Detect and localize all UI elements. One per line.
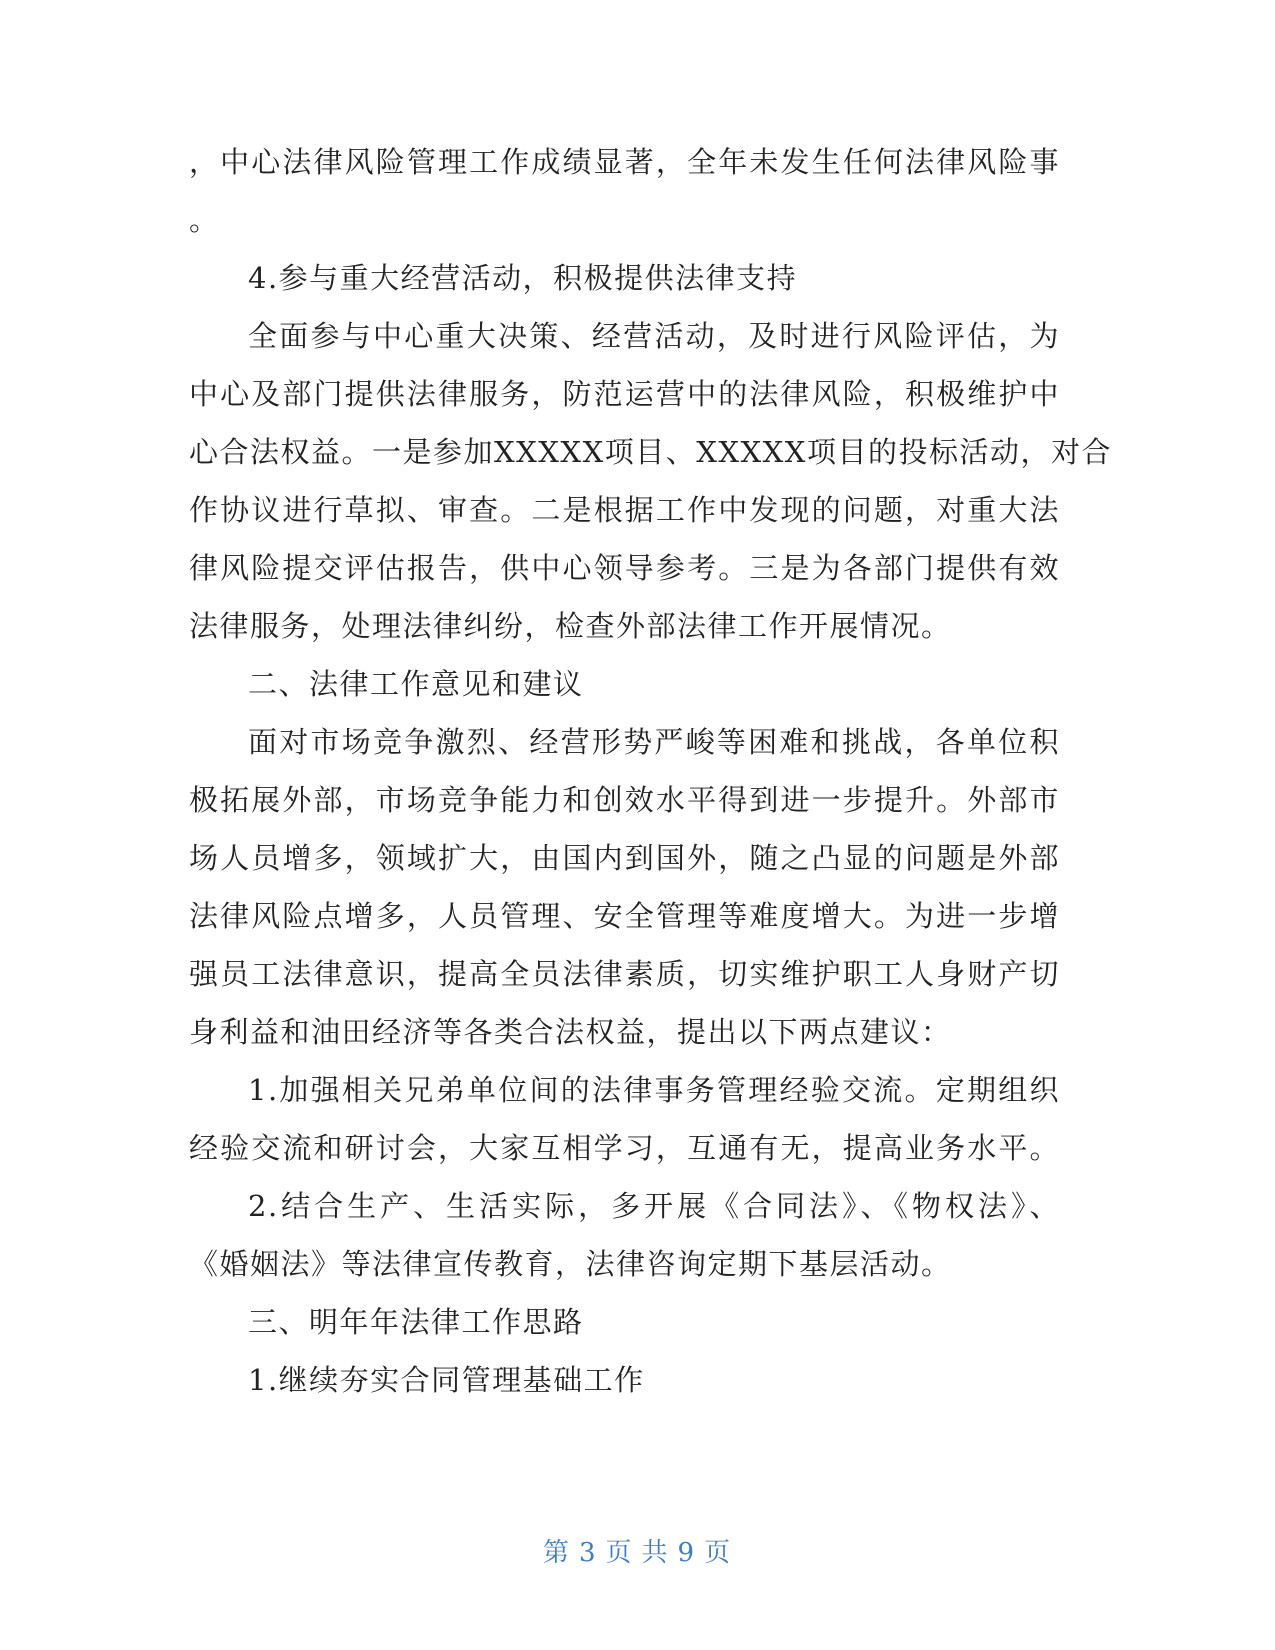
- text-line-7: 作协议进行草拟、审查。二是根据工作中发现的问题，对重大法: [189, 493, 1060, 527]
- footer-label-ye: 页: [605, 1538, 634, 1568]
- footer-label-gong: 共: [641, 1538, 670, 1568]
- footer-label-di: 第: [542, 1538, 571, 1568]
- text-line-9: 法律服务，处理法律纠纷，检查外部法律工作开展情况。: [189, 609, 952, 643]
- text-line-6: 心合法权益。一是参加XXXXX项目、XXXXX项目的投标活动，对合: [189, 435, 1112, 469]
- section-heading-4: 4.参与重大经营活动，积极提供法律支持: [248, 261, 798, 295]
- text-line-14: 法律风险点增多，人员管理、安全管理等难度增大。为进一步增: [189, 899, 1060, 933]
- text-line-12: 极拓展外部，市场竞争能力和创效水平得到进一步提升。外部市: [189, 783, 1060, 817]
- footer-current-page: 3: [578, 1538, 598, 1568]
- text-line-5: 中心及部门提供法律服务，防范运营中的法律风险，积极维护中: [189, 377, 1060, 411]
- text-line-13: 场人员增多，领域扩大，由国内到国外，随之凸显的问题是外部: [189, 841, 1060, 875]
- section-heading-3: 三、明年年法律工作思路: [248, 1305, 584, 1339]
- text-line-8: 律风险提交评估报告，供中心领导参考。三是为各部门提供有效: [189, 551, 1060, 585]
- footer-total-pages: 9: [677, 1538, 697, 1568]
- subsection-heading-1: 1.继续夯实合同管理基础工作: [248, 1363, 645, 1397]
- text-line-19: 2.结合生产、生活实际，多开展《合同法》、《物权法》、: [248, 1189, 1060, 1223]
- page-footer: [0, 1532, 1275, 1569]
- text-line-1: ，中心法律风险管理工作成绩显著，全年未发生任何法律风险事: [189, 145, 1060, 179]
- section-heading-2: 二、法律工作意见和建议: [248, 667, 584, 701]
- text-line-4: 全面参与中心重大决策、经营活动，及时进行风险评估，为: [248, 319, 1060, 353]
- text-line-17: 1.加强相关兄弟单位间的法律事务管理经验交流。定期组织: [248, 1073, 1060, 1107]
- footer-label-ye-2: 页: [704, 1538, 733, 1568]
- text-line-2: 。: [189, 203, 220, 237]
- text-line-20: 《婚姻法》等法律宣传教育，法律咨询定期下基层活动。: [189, 1247, 952, 1281]
- text-line-15: 强员工法律意识，提高全员法律素质，切实维护职工人身财产切: [189, 957, 1060, 991]
- text-line-11: 面对市场竞争激烈、经营形势严峻等困难和挑战，各单位积: [248, 725, 1060, 759]
- text-line-16: 身利益和油田经济等各类合法权益，提出以下两点建议：: [189, 1015, 952, 1049]
- text-line-18: 经验交流和研讨会，大家互相学习，互通有无，提高业务水平。: [189, 1131, 1060, 1165]
